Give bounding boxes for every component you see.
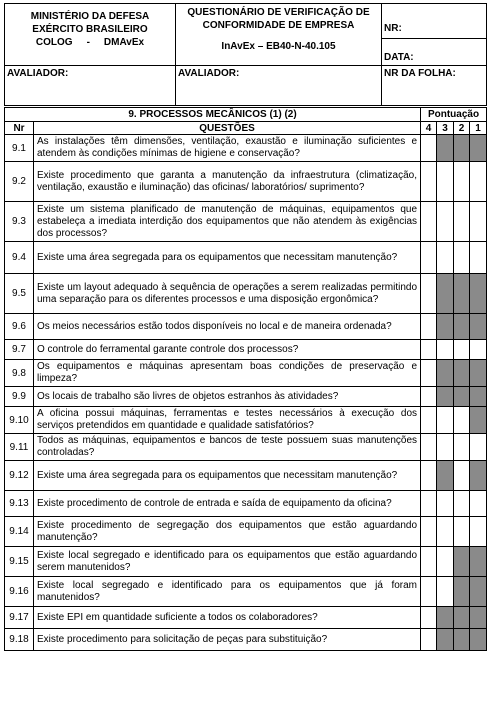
table-row: [5, 360, 487, 387]
table-row: [5, 274, 487, 314]
score-cell-4[interactable]: [421, 517, 437, 547]
score-cell-2-disabled: [454, 547, 470, 577]
score-cell-2[interactable]: [454, 202, 470, 242]
score-cell-3[interactable]: [437, 517, 454, 547]
question-number: 9.11: [5, 434, 34, 461]
document-title-block: [176, 4, 382, 66]
score-cell-4[interactable]: [421, 434, 437, 461]
table-row: [5, 517, 487, 547]
data-label: DATA:: [384, 52, 414, 63]
data-field[interactable]: [382, 39, 486, 63]
score-cell-1-disabled: [470, 607, 487, 629]
question-number: 9.8: [5, 360, 34, 387]
score-cell-3[interactable]: [437, 434, 454, 461]
table-row: [5, 461, 487, 491]
question-text: A oficina possui máquinas, ferramentas e testes necessários à execução dos serviços pretendidos em quantidade e qualidade satisfatórios?: [34, 407, 421, 434]
score-cell-3[interactable]: [437, 491, 454, 517]
evaluator-1-label: AVALIADOR:: [7, 68, 69, 79]
table-row: [5, 607, 487, 629]
score-cell-1-disabled: [470, 387, 487, 407]
score-cell-3[interactable]: [437, 162, 454, 202]
title-line-1: QUESTIONÁRIO DE VERIFICAÇÃO DE: [187, 7, 370, 18]
question-text: Existe um sistema planificado de manutenção de máquinas, equipamentos que estabeleça a imediata interdição dos equipamentos que não atendem às exigências dos processos?: [34, 202, 421, 242]
nr-label: NR:: [384, 23, 402, 34]
score-column-4: 4: [421, 122, 437, 135]
score-column-1: 1: [470, 122, 487, 135]
table-row: [5, 340, 487, 360]
question-number: 9.3: [5, 202, 34, 242]
column-header-nr: Nr: [5, 122, 34, 135]
table-row: [5, 434, 487, 461]
question-text: Existe local segregado e identificado para os equipamentos que já foram manutenidos?: [34, 577, 421, 607]
score-cell-3-disabled: [437, 135, 454, 162]
question-text: Os meios necessários estão todos disponíveis no local e de maneira ordenada?: [34, 314, 421, 340]
score-cell-2-disabled: [454, 314, 470, 340]
sheet-number-label: NR DA FOLHA:: [384, 68, 456, 79]
score-cell-2[interactable]: [454, 242, 470, 274]
score-cell-2[interactable]: [454, 461, 470, 491]
organization-block: [5, 4, 176, 66]
score-cell-1[interactable]: [470, 242, 487, 274]
score-cell-1-disabled: [470, 461, 487, 491]
score-cell-4[interactable]: [421, 491, 437, 517]
table-row: [5, 135, 487, 162]
question-text: Existe procedimento para solicitação de peças para substituição?: [34, 629, 421, 651]
score-cell-1[interactable]: [470, 491, 487, 517]
header-table: [4, 3, 487, 106]
table-row: [5, 407, 487, 434]
org-line-2: EXÉRCITO BRASILEIRO: [32, 24, 148, 35]
question-text: Existe uma área segregada para os equipamentos que necessitam manutenção?: [34, 461, 421, 491]
score-cell-4[interactable]: [421, 135, 437, 162]
score-cell-1-disabled: [470, 135, 487, 162]
org-line-1: MINISTÉRIO DA DEFESA: [30, 11, 150, 22]
score-cell-3[interactable]: [437, 242, 454, 274]
score-cell-3-disabled: [437, 629, 454, 651]
question-number: 9.10: [5, 407, 34, 434]
score-cell-4[interactable]: [421, 360, 437, 387]
question-text: Existe uma área segregada para os equipamentos que necessitam manutenção?: [34, 242, 421, 274]
score-cell-2[interactable]: [454, 434, 470, 461]
table-row: [5, 491, 487, 517]
question-number: 9.17: [5, 607, 34, 629]
score-cell-3[interactable]: [437, 340, 454, 360]
question-number: 9.6: [5, 314, 34, 340]
score-cell-3-disabled: [437, 387, 454, 407]
question-text: Existe EPI em quantidade suficiente a todos os colaboradores?: [34, 607, 421, 629]
sheet-number-field[interactable]: [382, 66, 487, 106]
question-number: 9.14: [5, 517, 34, 547]
question-number: 9.18: [5, 629, 34, 651]
score-cell-1-disabled: [470, 314, 487, 340]
score-cell-4[interactable]: [421, 340, 437, 360]
score-cell-3-disabled: [437, 461, 454, 491]
question-number: 9.7: [5, 340, 34, 360]
score-column-2: 2: [454, 122, 470, 135]
question-text: Existe procedimento de controle de entrada e saída de equipamento da oficina?: [34, 491, 421, 517]
section-title: 9. PROCESSOS MECÂNICOS (1) (2): [5, 108, 421, 122]
score-cell-1-disabled: [470, 360, 487, 387]
score-cell-4[interactable]: [421, 242, 437, 274]
score-cell-3[interactable]: [437, 202, 454, 242]
score-cell-1[interactable]: [470, 517, 487, 547]
question-text: Todos as máquinas, equipamentos e bancos de teste possuem suas manutenções controladas?: [34, 434, 421, 461]
question-number: 9.13: [5, 491, 34, 517]
table-row: [5, 242, 487, 274]
question-text: O controle do ferramental garante controle dos processos?: [34, 340, 421, 360]
score-header: Pontuação: [421, 108, 487, 122]
score-cell-1[interactable]: [470, 340, 487, 360]
evaluator-2-label: AVALIADOR:: [178, 68, 240, 79]
question-text: Os locais de trabalho são livres de objetos estranhos às atividades?: [34, 387, 421, 407]
score-cell-1[interactable]: [470, 162, 487, 202]
score-cell-4[interactable]: [421, 577, 437, 607]
org-line-3: COLOG - DMAvEx: [35, 37, 145, 48]
score-cell-4[interactable]: [421, 314, 437, 340]
score-cell-2[interactable]: [454, 340, 470, 360]
question-number: 9.16: [5, 577, 34, 607]
score-cell-3-disabled: [437, 274, 454, 314]
score-cell-4[interactable]: [421, 274, 437, 314]
question-number: 9.9: [5, 387, 34, 407]
score-cell-3[interactable]: [437, 577, 454, 607]
score-cell-1-disabled: [470, 274, 487, 314]
score-cell-4[interactable]: [421, 162, 437, 202]
score-cell-4[interactable]: [421, 547, 437, 577]
score-cell-4[interactable]: [421, 202, 437, 242]
question-text: As instalações têm dimensões, ventilação, exaustão e iluminação suficientes e atendem às condições mínimas de higiene e conservação?: [34, 135, 421, 162]
title-line-2: CONFORMIDADE DE EMPRESA: [202, 20, 355, 31]
question-number: 9.2: [5, 162, 34, 202]
score-cell-1-disabled: [470, 547, 487, 577]
question-number: 9.4: [5, 242, 34, 274]
question-text: Os equipamentos e máquinas apresentam boas condições de preservação e limpeza?: [34, 360, 421, 387]
table-row: [5, 577, 487, 607]
question-number: 9.1: [5, 135, 34, 162]
question-number: 9.12: [5, 461, 34, 491]
score-cell-1[interactable]: [470, 434, 487, 461]
questions-table: [4, 107, 487, 651]
table-row: [5, 202, 487, 242]
score-cell-2-disabled: [454, 135, 470, 162]
score-cell-4[interactable]: [421, 629, 437, 651]
score-cell-2-disabled: [454, 577, 470, 607]
score-cell-2[interactable]: [454, 162, 470, 202]
question-text: Existe procedimento que garanta a manutenção da infraestrutura (climatização, ventilação, exaustão e iluminação) das oficinas/ laboratórios/ suprimento?: [34, 162, 421, 202]
question-number: 9.15: [5, 547, 34, 577]
score-cell-3-disabled: [437, 360, 454, 387]
score-cell-4[interactable]: [421, 607, 437, 629]
score-cell-3-disabled: [437, 314, 454, 340]
table-row: [5, 629, 487, 651]
question-text: Existe procedimento de segregação dos equipamentos que estão aguardando manutenção?: [34, 517, 421, 547]
question-text: Existe um layout adequado à sequência de operações a serem realizadas permitindo uma separação para os diferentes processos e uma disposição ergonômica?: [34, 274, 421, 314]
table-row: [5, 387, 487, 407]
table-row: [5, 162, 487, 202]
score-cell-2-disabled: [454, 387, 470, 407]
score-cell-3-disabled: [437, 607, 454, 629]
score-cell-1-disabled: [470, 577, 487, 607]
score-cell-2[interactable]: [454, 407, 470, 434]
score-cell-4[interactable]: [421, 461, 437, 491]
score-cell-1-disabled: [470, 407, 487, 434]
evaluator-1-field[interactable]: [5, 66, 176, 106]
score-cell-1[interactable]: [470, 202, 487, 242]
score-cell-3[interactable]: [437, 547, 454, 577]
column-header-questions: QUESTÕES: [34, 122, 421, 135]
table-row: [5, 314, 487, 340]
question-number: 9.5: [5, 274, 34, 314]
score-column-3: 3: [437, 122, 454, 135]
nr-data-block: [382, 4, 487, 66]
score-cell-4[interactable]: [421, 387, 437, 407]
document-code: InAvEx – EB40-N-40.105: [221, 41, 336, 52]
score-cell-2-disabled: [454, 607, 470, 629]
nr-field[interactable]: [382, 4, 486, 39]
score-cell-2[interactable]: [454, 491, 470, 517]
score-cell-2-disabled: [454, 360, 470, 387]
score-cell-3[interactable]: [437, 407, 454, 434]
score-cell-2-disabled: [454, 629, 470, 651]
evaluator-2-field[interactable]: [176, 66, 382, 106]
table-row: [5, 547, 487, 577]
question-text: Existe local segregado e identificado para os equipamentos que estão aguardando serem manutenidos?: [34, 547, 421, 577]
score-cell-1-disabled: [470, 629, 487, 651]
score-cell-4[interactable]: [421, 407, 437, 434]
score-cell-2[interactable]: [454, 517, 470, 547]
score-cell-2-disabled: [454, 274, 470, 314]
